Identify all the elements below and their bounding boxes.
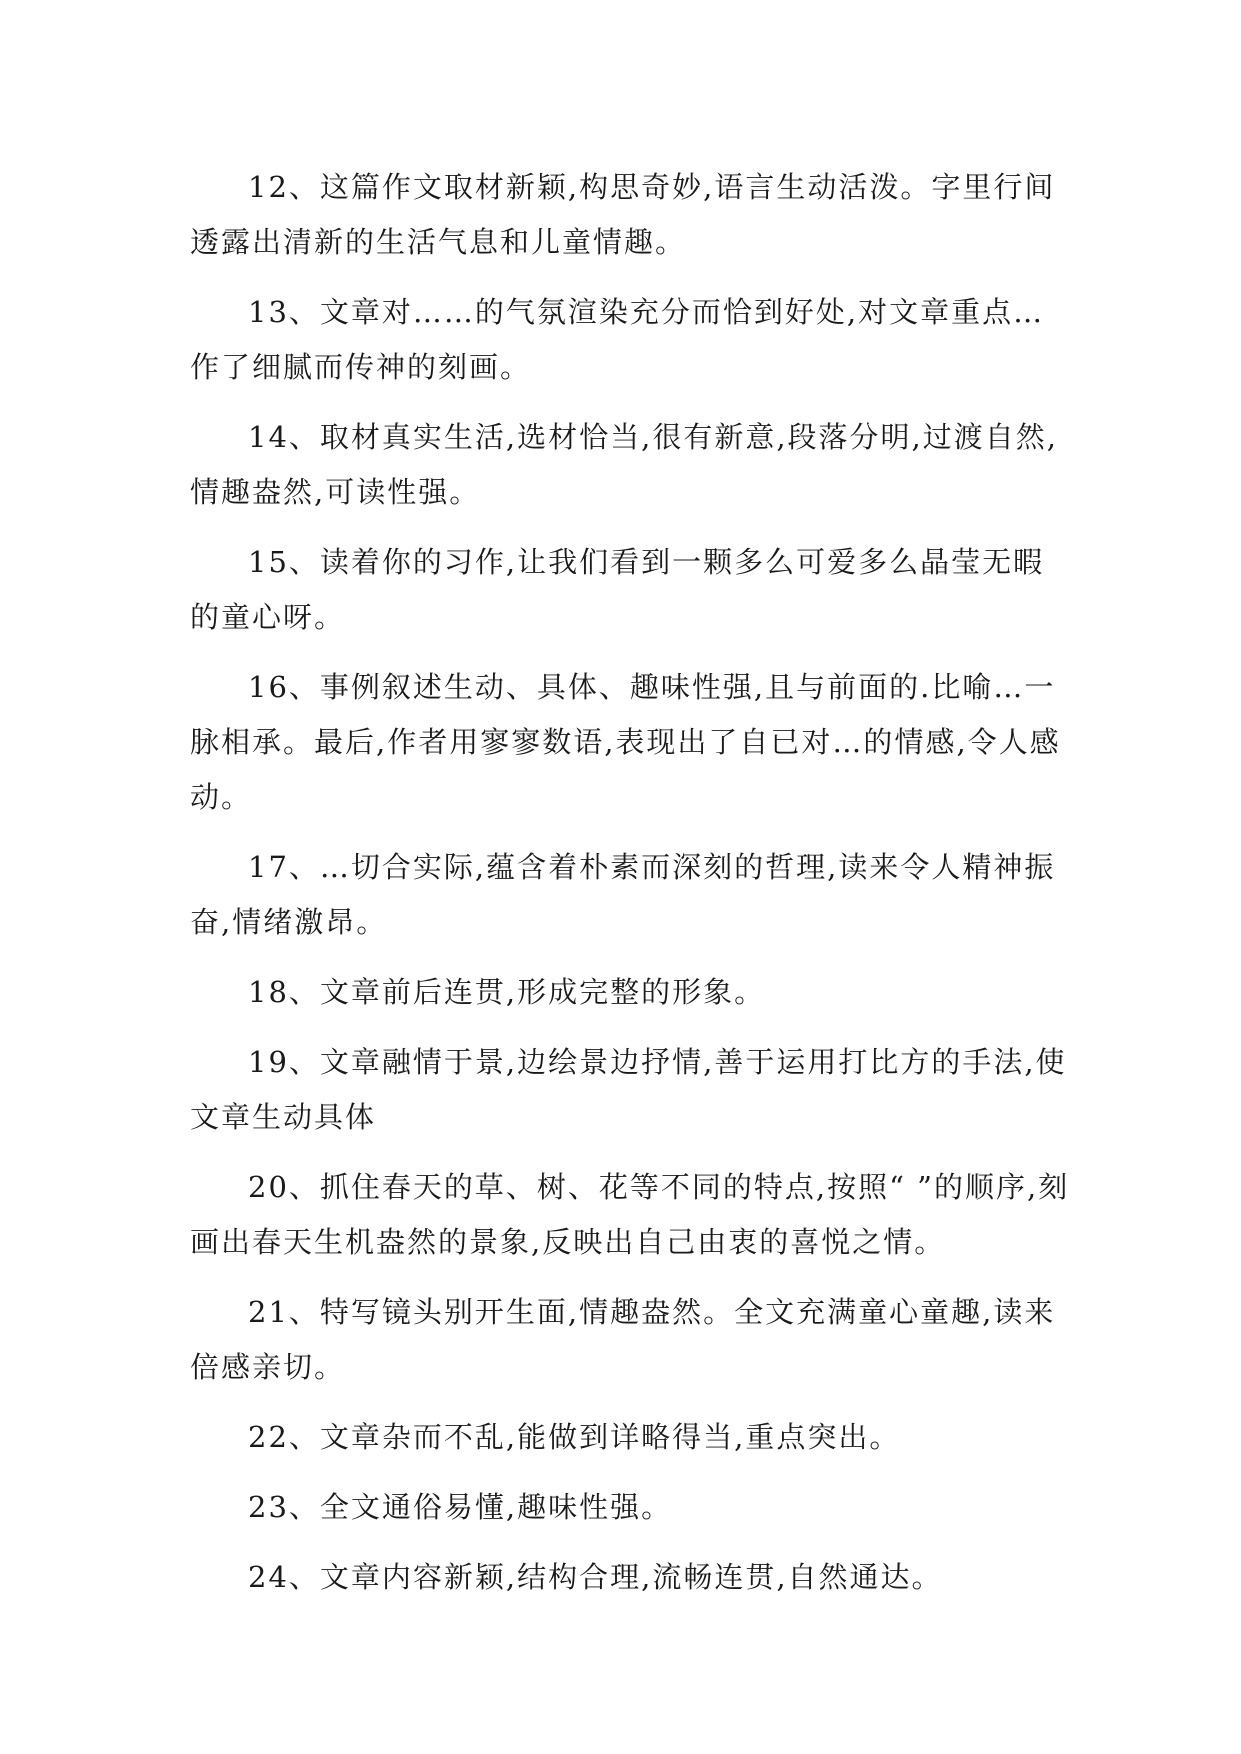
comment-paragraph-18: 18、文章前后连贯,形成完整的形象。 bbox=[248, 975, 766, 1009]
comment-paragraph-21: 21、特写镜头别开生面,情趣盎然。全文充满童心童趣,读来倍感亲切。 bbox=[190, 1295, 1056, 1384]
comment-paragraph-13: 13、文章对……的气氛渲染充分而恰到好处,对文章重点…作了细腻而传神的刻画。 bbox=[190, 295, 1045, 384]
document-body bbox=[190, 160, 1070, 1620]
comment-paragraph-19: 19、文章融情于景,边绘景边抒情,善于运用打比方的手法,使文章生动具体 bbox=[190, 1045, 1067, 1134]
comment-paragraph-17: 17、…切合实际,蕴含着朴素而深刻的哲理,读来令人精神振奋,情绪激昂。 bbox=[190, 850, 1056, 939]
comment-paragraph-24: 24、文章内容新颖,结构合理,流畅连贯,自然通达。 bbox=[248, 1560, 943, 1594]
comment-paragraph-20: 20、抓住春天的草、树、花等不同的特点,按照“ ”的顺序,刻画出春天生机盎然的景象,反映出自己由衷的喜悦之情。 bbox=[190, 1170, 1070, 1259]
comment-paragraph-22: 22、文章杂而不乱,能做到详略得当,重点突出。 bbox=[248, 1420, 901, 1454]
comment-paragraph-15: 15、读着你的习作,让我们看到一颗多么可爱多么晶莹无暇的童心呀。 bbox=[190, 545, 1045, 634]
comment-paragraph-23: 23、全文通俗易懂,趣味性强。 bbox=[248, 1490, 673, 1524]
comment-paragraph-16: 16、事例叙述生动、具体、趣味性强,且与前面的.比喻…一脉相承。最后,作者用寥寥数语,表现出了自已对…的情感,令人感动。 bbox=[190, 670, 1061, 814]
comment-paragraph-12: 12、这篇作文取材新颖,构思奇妙,语言生动活泼。字里行间透露出清新的生活气息和儿童情趣。 bbox=[190, 170, 1056, 259]
comment-paragraph-14: 14、取材真实生活,选材恰当,很有新意,段落分明,过渡自然,情趣盎然,可读性强。 bbox=[190, 420, 1058, 509]
